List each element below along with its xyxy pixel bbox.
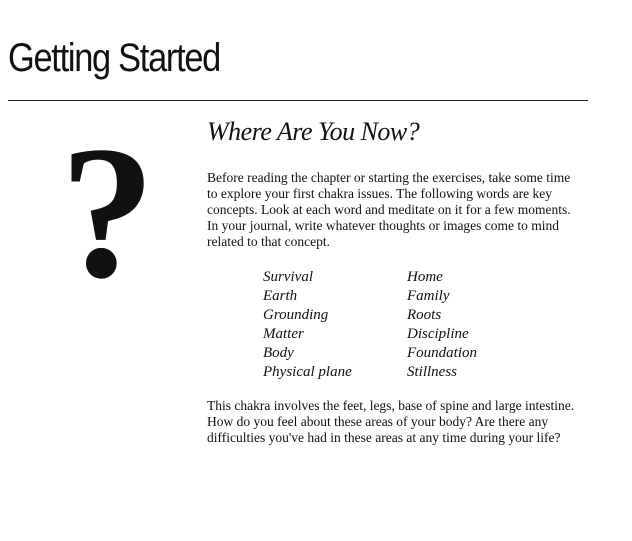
- key-concept-item: Grounding: [263, 307, 329, 323]
- key-concept-item: Survival: [263, 269, 313, 285]
- section-heading: Where Are You Now?: [207, 117, 420, 146]
- key-concept-item: Body: [263, 345, 294, 361]
- key-concept-item: Physical plane: [263, 364, 352, 380]
- key-concept-item: Roots: [407, 307, 442, 323]
- key-concept-item: Stillness: [407, 364, 458, 380]
- question-mark-graphic: ?: [60, 108, 155, 318]
- title-divider: [8, 100, 588, 101]
- reflection-paragraph: This chakra involves the feet, legs, base of spine and large intestine. How do you feel about these areas of your body? Are there any difficulties you've had in these areas at any time during your life?: [207, 398, 575, 445]
- chapter-title: Getting Started: [8, 36, 221, 80]
- intro-paragraph: Before reading the chapter or starting the exercises, take some time to explore your first chakra issues. The following words are key concepts. Look at each word and meditate on it for a few moments. In your journal, write whatever thoughts or images come to mind related to that concept.: [207, 170, 571, 249]
- key-concepts-list-right: [407, 268, 477, 382]
- key-concept-item: Earth: [263, 288, 298, 304]
- key-concept-item: Home: [407, 269, 443, 285]
- key-concepts-list-left: [263, 268, 352, 382]
- key-concept-item: Matter: [263, 326, 304, 342]
- key-concept-item: Foundation: [407, 345, 477, 361]
- key-concept-item: Family: [407, 288, 450, 304]
- key-concept-item: Discipline: [407, 326, 469, 342]
